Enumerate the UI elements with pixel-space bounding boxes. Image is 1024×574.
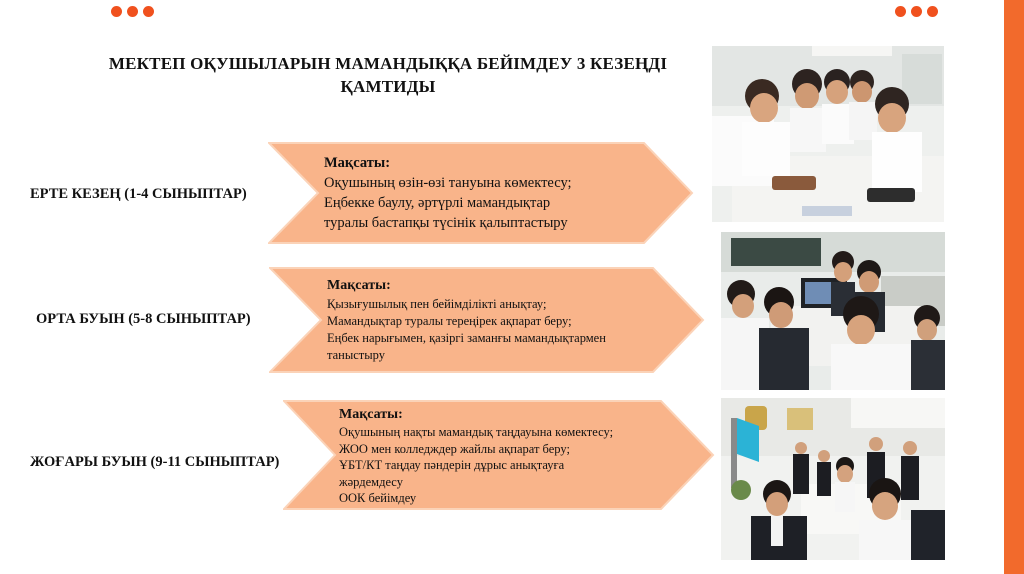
stage-label-high: ЖОҒАРЫ БУЫН (9-11 СЫНЫПТАР) [30,454,280,470]
goal-line: Оқушының нақты мамандық таңдауына көмектесу; [339,425,614,439]
stage-arrow-high [283,400,715,510]
goal-line: ЖОО мен колледждер жайлы ақпарат беру; [339,441,570,456]
goal-line: ҰБТ/КТ таңдау пәндерін дұрыс анықтауға [339,458,565,472]
title-line-2: ҚАМТИДЫ [340,77,436,96]
title-line-1: МЕКТЕП ОҚУШЫЛАРЫН МАМАНДЫҚҚА БЕЙІМДЕУ 3 КЕЗЕҢДІ [108,54,668,73]
goal-line: Еңбекке баулу, әртүрлі мамандықтар [324,195,551,211]
goal-line: ООК бейімдеу [339,491,417,505]
stage-arrow-middle [269,267,705,373]
goal-line: жәрдемдесу [339,474,403,489]
stage-heading: Мақсаты: [339,407,403,422]
stage-label-middle: ОРТА БУЫН (5-8 СЫНЫПТАР) [36,311,251,327]
photo-students-table [712,46,944,222]
stage-arrow-early [268,142,694,244]
stage-label-early: ЕРТЕ КЕЗЕҢ (1-4 СЫНЫПТАР) [30,186,247,202]
goal-line: Қызығушылық пен бейімділікті анықтау; [327,297,547,311]
goal-line: Оқушының өзін-өзі тануына көмектесу; [324,175,572,191]
goal-line: Еңбек нарығымен, қазіргі заманғы мамандықтармен [327,331,606,345]
side-accent-bar [1004,0,1024,574]
photo-senior-students [721,398,945,560]
stage-heading: Мақсаты: [324,155,391,171]
photo-students-laptop [721,232,945,390]
decorative-dots-right [895,6,938,17]
stage-heading: Мақсаты: [327,278,391,293]
decorative-dots-left [111,6,154,17]
goal-line: Мамандықтар туралы тереңірек ақпарат беру; [327,314,572,328]
goal-line: туралы бастапқы түсінік қалыптастыру [324,215,568,231]
goal-line: таныстыру [327,348,385,362]
page-title [58,52,718,98]
